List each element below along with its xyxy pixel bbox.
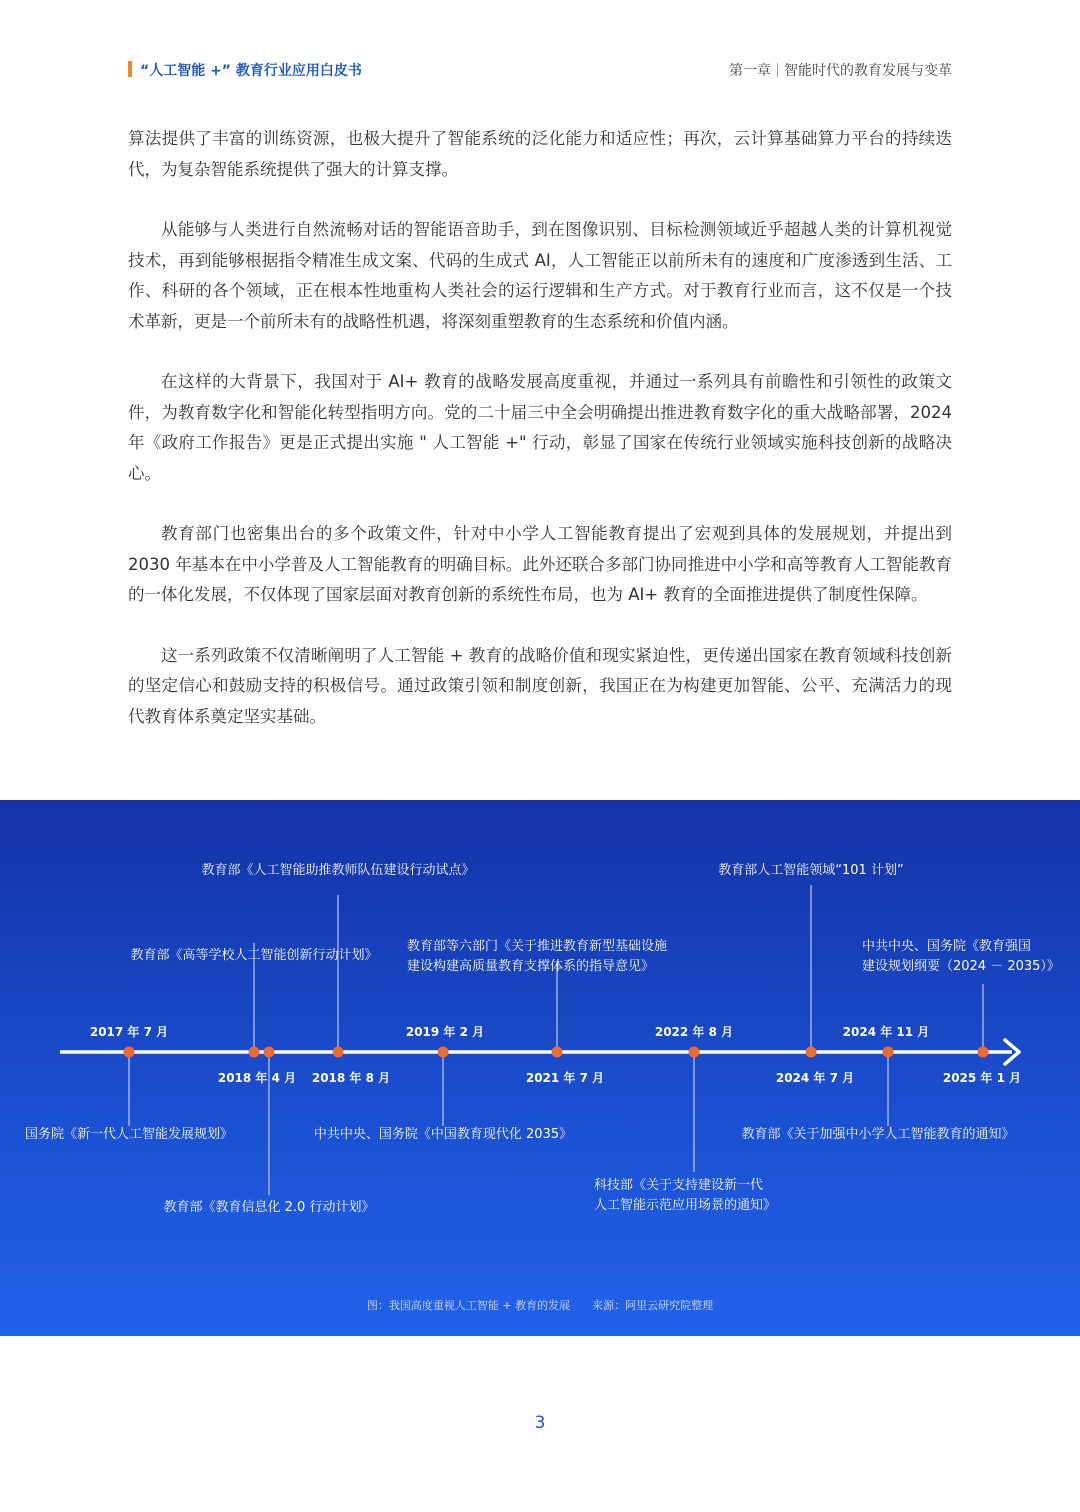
- timeline-dot: [883, 1047, 894, 1058]
- timeline-dot: [689, 1047, 700, 1058]
- timeline-dot: [124, 1047, 135, 1058]
- timeline-date-label: 2022 年 8 月: [654, 1025, 734, 1039]
- timeline-date-label: 2021 年 7 月: [525, 1071, 605, 1085]
- chapter-separator: [777, 63, 778, 77]
- figure-caption: 图：我国高度重视人工智能 + 教育的发展 来源：阿里云研究院整理: [366, 1299, 714, 1312]
- page-number: 3: [534, 1413, 546, 1433]
- timeline-event-label: 人工智能示范应用场景的通知》: [594, 1198, 777, 1213]
- timeline-event-label: 教育部《人工智能助推教师队伍建设行动试点》: [201, 863, 475, 878]
- timeline-date-label: 2017 年 7 月: [89, 1025, 169, 1039]
- timeline-dot: [264, 1047, 275, 1058]
- timeline-date-label: 2019 年 2 月: [405, 1025, 485, 1039]
- header-accent-bar: [128, 61, 132, 77]
- paragraph: 在这样的大背景下，我国对于 AI+ 教育的战略发展高度重视，并通过一系列具有前瞻性和引领性的政策文件，为教育数字化和智能化转型指明方向。党的二十届三中全会明确提出推进教育数字化的重大战略部署，2024 年《政府工作报告》更是正式提出实施 " 人工智能 +" 行动，彰显了国家在传统行业领域实施科技创新的战略决心。: [128, 372, 952, 483]
- timeline-event-label: 中共中央、国务院《中国教育现代化 2035》: [313, 1127, 573, 1142]
- timeline-dot: [978, 1047, 989, 1058]
- paragraph: 从能够与人类进行自然流畅对话的智能语音助手，到在图像识别、目标检测领域近乎超越人类的计算机视觉技术，再到能够根据指令精准生成文案、代码的生成式 AI，人工智能正以前所未有的速度和广度渗透到生活、工作、科研的各个领域，正在根本性地重构人类社会的运行逻辑和生产方式。对于教育行业而言，这不仅是一个技术革新，更是一个前所未有的战略性机遇，将深刻重塑教育的生态系统和价值内涵。: [128, 220, 952, 331]
- policy-timeline: [0, 800, 1080, 1336]
- timeline-date-label: 2024 年 7 月: [775, 1071, 855, 1085]
- timeline-event-label: 建设构建高质量教育支撑体系的指导意见》: [407, 959, 655, 974]
- timeline-date-label: 2018 年 8 月: [311, 1071, 391, 1085]
- chapter-label: [729, 60, 952, 80]
- timeline-event-label: 教育部《关于加强中小学人工智能教育的通知》: [741, 1127, 1015, 1142]
- timeline-dot: [249, 1047, 260, 1058]
- timeline-event-label: 国务院《新一代人工智能发展规划》: [24, 1127, 234, 1142]
- body-text: [128, 124, 952, 762]
- timeline-event-label: 教育部人工智能领域“101 计划”: [718, 863, 904, 878]
- paragraph: 教育部门也密集出台的多个政策文件，针对中小学人工智能教育提出了宏观到具体的发展规划，并提出到 2030 年基本在中小学普及人工智能教育的明确目标。此外还联合多部门协同推进中小学和高等教育人工智能教育的一体化发展，不仅体现了国家层面对教育创新的系统性布局，也为 AI+ 教育的全面推进提供了制度性保障。: [128, 524, 952, 604]
- paragraph: 算法提供了丰富的训练资源，也极大提升了智能系统的泛化能力和适应性；再次，云计算基础算力平台的持续迭代，为复杂智能系统提供了强大的计算支撑。: [128, 129, 952, 179]
- timeline-dot: [552, 1047, 563, 1058]
- timeline-event-label: 教育部等六部门《关于推进教育新型基础设施: [407, 939, 668, 954]
- timeline-dot: [333, 1047, 344, 1058]
- timeline-graphic: [0, 800, 1080, 1336]
- chapter-title: 智能时代的教育发展与变革: [784, 63, 952, 79]
- timeline-event-label: 建设规划纲要（2024 － 2035）》: [862, 959, 1060, 974]
- chapter-number: 第一章: [729, 63, 771, 79]
- timeline-date-label: 2024 年 11 月: [842, 1025, 930, 1039]
- timeline-date-label: 2025 年 1 月: [942, 1071, 1022, 1085]
- timeline-event-label: 教育部《教育信息化 2.0 行动计划》: [163, 1200, 375, 1215]
- page-header: [128, 58, 952, 82]
- timeline-date-label: 2018 年 4 月: [217, 1071, 297, 1085]
- timeline-event-label: 教育部《高等学校人工智能创新行动计划》: [130, 948, 378, 963]
- timeline-dot: [438, 1047, 449, 1058]
- paragraph: 这一系列政策不仅清晰阐明了人工智能 + 教育的战略价值和现实紧迫性，更传递出国家在教育领域科技创新的坚定信心和鼓励支持的积极信号。通过政策引领和制度创新，我国正在为构建更加智能、公平、充满活力的现代教育体系奠定坚实基础。: [128, 645, 952, 726]
- timeline-event-label: 中共中央、国务院《教育强国: [862, 939, 1032, 954]
- timeline-dot: [806, 1047, 817, 1058]
- document-title: “人工智能 +” 教育行业应用白皮书: [140, 63, 362, 79]
- timeline-event-label: 科技部《关于支持建设新一代: [594, 1178, 764, 1193]
